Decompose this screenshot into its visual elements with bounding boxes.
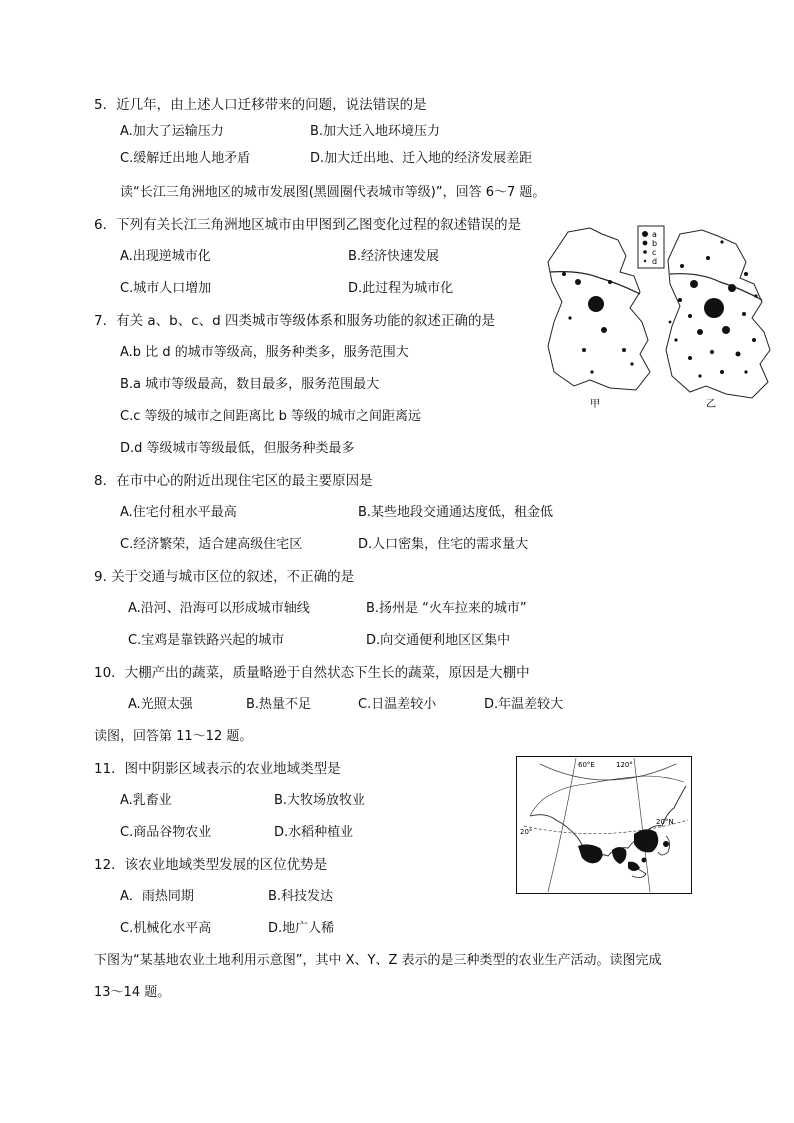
q10-option-d: D.年温差较大 <box>484 697 564 712</box>
q5-option-b: B.加大迁入地环境压力 <box>310 124 441 139</box>
q8-stem: 8．在市中心的附近出现住宅区的最主要原因是 <box>94 473 373 489</box>
q9-option-b: B.扬州是 “火车拉来的城市” <box>366 601 527 616</box>
label-20n: 20°N <box>656 818 674 826</box>
map-yi-cities <box>669 240 758 377</box>
q8-option-a: A.住宅付租水平最高 <box>120 505 237 520</box>
q5-stem: 5．近几年，由上述人口迁移带来的问题，说法错误的是 <box>94 97 427 113</box>
q12-option-d: D.地广人稀 <box>268 921 335 936</box>
label-60e: 60°E <box>578 761 595 769</box>
q12-option-c: C.机械化水平高 <box>120 921 212 936</box>
q8-option-c: C.经济繁荣，适合建高级住宅区 <box>120 537 303 552</box>
q12-option-a: A．雨热同期 <box>120 889 194 904</box>
q9-option-a: A.沿河、沿海可以形成城市轴线 <box>128 601 310 616</box>
q11-option-c: C.商品谷物农业 <box>120 825 212 840</box>
q6-option-b: B.经济快速发展 <box>348 249 440 264</box>
legend-a: a <box>652 230 657 239</box>
q7-stem: 7．有关 a、b、c、d 四类城市等级体系和服务功能的叙述正确的是 <box>94 313 496 329</box>
q6-stem: 6．下列有关长江三角洲地区城市由甲图到乙图变化过程的叙述错误的是 <box>94 217 522 233</box>
q11-stem: 11．图中阴影区域表示的农业地域类型是 <box>94 761 341 777</box>
legend-b: b <box>652 239 658 248</box>
q10-stem: 10．大棚产出的蔬菜，质量略逊于自然状态下生长的蔬菜，原因是大棚中 <box>94 665 530 681</box>
q6-option-c: C.城市人口增加 <box>120 281 212 296</box>
intro-13-14-line2: 13～14 题。 <box>94 985 171 1000</box>
q7-option-c: C.c 等级的城市之间距离比 b 等级的城市之间距离远 <box>120 409 422 424</box>
q11-option-b: B.大牧场放牧业 <box>274 793 366 808</box>
map-jia-cities <box>562 272 634 374</box>
map-yi-label: 乙 <box>706 399 716 410</box>
q7-option-a: A.b 比 d 的城市等级高，服务种类多，服务范围大 <box>120 345 409 360</box>
q9-option-d: D.向交通便利地区区集中 <box>366 633 511 648</box>
legend-c: c <box>652 248 657 257</box>
q6-option-d: D.此过程为城市化 <box>348 281 454 296</box>
legend-d: d <box>652 257 658 266</box>
asia-agriculture-figure <box>516 756 692 898</box>
intro-11-12: 读图，回答第 11～12 题。 <box>94 729 253 744</box>
q8-option-b: B.某些地段交通通达度低，租金低 <box>358 505 554 520</box>
q10-option-a: A.光照太强 <box>128 697 193 712</box>
q5-option-c: C.缓解迁出地人地矛盾 <box>120 151 251 166</box>
q6-option-a: A.出现逆城市化 <box>120 249 211 264</box>
q11-option-d: D.水稻种植业 <box>274 825 354 840</box>
q11-option-a: A.乳畜业 <box>120 793 172 808</box>
q9-stem: 9. 关于交通与城市区位的叙述，不正确的是 <box>94 569 355 585</box>
intro-6-7: 读“长江三角洲地区的城市发展图(黑圆圈代表城市等级)”，回答 6～7 题。 <box>120 185 546 200</box>
q8-option-d: D.人口密集，住宅的需求量大 <box>358 537 529 552</box>
label-20: 20° <box>520 828 533 836</box>
city-development-figure <box>540 222 772 418</box>
q12-stem: 12．该农业地域类型发展的区位优势是 <box>94 857 328 873</box>
intro-13-14-line1: 下图为“某基地农业土地利用示意图”，其中 X、Y、Z 表示的是三种类型的农业生产活动。读图完成 <box>94 953 662 968</box>
q9-option-c: C.宝鸡是靠铁路兴起的城市 <box>128 633 285 648</box>
q7-option-b: B.a 城市等级最高，数目最多，服务范围最大 <box>120 377 380 392</box>
q12-option-b: B.科技发达 <box>268 889 334 904</box>
q10-option-c: C.日温差较小 <box>358 697 437 712</box>
label-120: 120° <box>616 761 633 769</box>
q10-option-b: B.热量不足 <box>246 697 312 712</box>
map-jia-label: 甲 <box>590 399 600 410</box>
q7-option-d: D.d 等级城市等级最低，但服务种类最多 <box>120 441 355 456</box>
q5-option-a: A.加大了运输压力 <box>120 124 224 139</box>
q5-option-d: D.加大迁出地、迁入地的经济发展差距 <box>310 151 533 166</box>
